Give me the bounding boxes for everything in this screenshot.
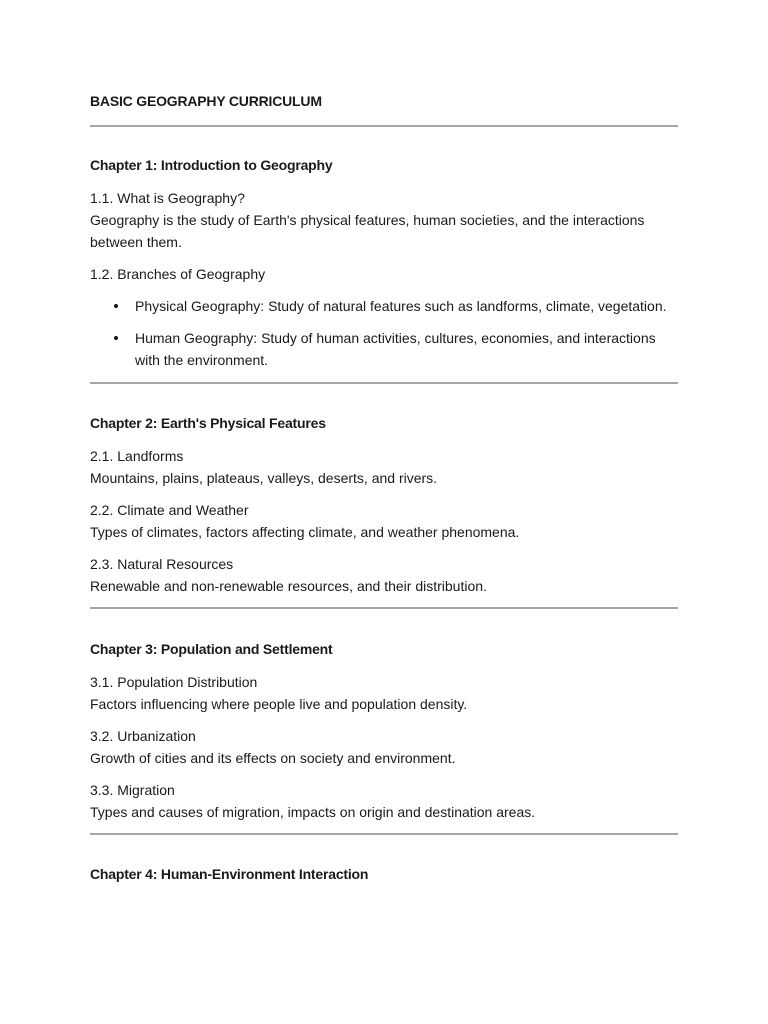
section-title: 2.2. Climate and Weather xyxy=(90,502,249,518)
divider xyxy=(90,833,678,835)
section-title: 3.2. Urbanization xyxy=(90,728,196,744)
chapter-heading: Chapter 4: Human-Environment Interaction xyxy=(90,866,369,882)
section-text: Mountains, plains, plateaus, valleys, deserts, and rivers. xyxy=(90,470,438,486)
section-text: Renewable and non-renewable resources, and their distribution. xyxy=(90,578,487,594)
section-text: Growth of cities and its effects on society and environment. xyxy=(90,750,456,766)
list-item: Human Geography: Study of human activities, cultures, economies, and interactions with the environment. xyxy=(135,330,656,368)
section-text: Factors influencing where people live and population density. xyxy=(90,696,468,712)
section-title: 2.3. Natural Resources xyxy=(90,556,234,572)
section-title: 1.1. What is Geography? xyxy=(90,190,245,206)
section-title: 1.2. Branches of Geography xyxy=(90,266,266,282)
divider xyxy=(90,382,678,384)
bullet-icon xyxy=(114,304,118,308)
section-title: 3.1. Population Distribution xyxy=(90,674,258,690)
document-title: BASIC GEOGRAPHY CURRICULUM xyxy=(90,93,322,109)
section-title: 2.1. Landforms xyxy=(90,448,184,464)
section-title: 3.3. Migration xyxy=(90,782,175,798)
list-item: Physical Geography: Study of natural features such as landforms, climate, vegetation. xyxy=(135,298,667,314)
section-text: between them. xyxy=(90,234,182,250)
section-text: Types of climates, factors affecting climate, and weather phenomena. xyxy=(90,524,520,540)
section-text: Types and causes of migration, impacts on origin and destination areas. xyxy=(90,804,536,820)
chapter-heading: Chapter 1: Introduction to Geography xyxy=(90,157,333,173)
bullet-icon xyxy=(114,336,118,340)
chapter-heading: Chapter 3: Population and Settlement xyxy=(90,641,333,657)
chapter-heading: Chapter 2: Earth's Physical Features xyxy=(90,415,326,431)
divider xyxy=(90,125,678,127)
divider xyxy=(90,607,678,609)
section-text: Geography is the study of Earth's physical features, human societies, and the interactions xyxy=(90,212,645,228)
